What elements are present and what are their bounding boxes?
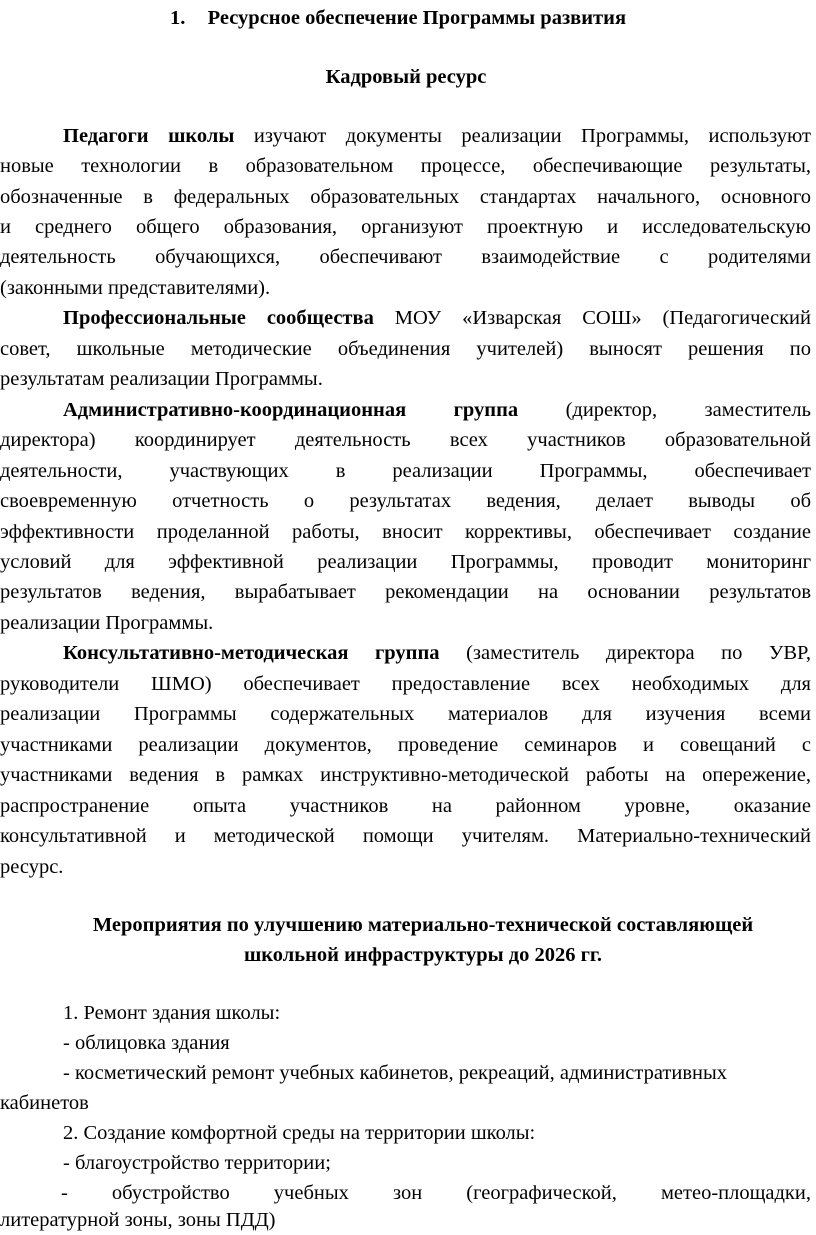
list-item: - благоустройство территории;	[63, 1152, 331, 1174]
list-item: - косметический ремонт учебных кабинетов, рекреаций, административных	[63, 1062, 728, 1084]
list-item: литературной зоны, зоны ПДД)	[0, 1209, 276, 1231]
list-item: кабинетов	[0, 1092, 89, 1114]
paragraph-1-line: деятельность обучающихся, обеспечивают взаимодействие с родителями	[0, 246, 811, 268]
paragraph-4-line: участниками ведения в рамках инструктивно-методической работы на опережение,	[0, 764, 811, 786]
paragraph-1-line: (законными представителями).	[0, 277, 271, 299]
paragraph-1-line: обозначенные в федеральных образовательных стандартах начального, основного	[0, 186, 811, 208]
paragraph-3-line: эффективности проделанной работы, вносит коррективы, обеспечивает создание	[0, 521, 811, 543]
list-item: - обустройство учебных зон (географической, метео-площадки,	[61, 1182, 811, 1204]
paragraph-4-line: ресурс.	[0, 856, 64, 878]
paragraph-3-line: своевременную отчетность о результатах ведения, делает выводы об	[0, 490, 811, 512]
paragraph-4-line: распространение опыта участников на районном уровне, оказание	[0, 795, 811, 817]
paragraph-2-line: результатам реализации Программы.	[0, 368, 323, 390]
list-item: 2. Создание комфортной среды на территории школы:	[63, 1122, 536, 1144]
paragraph-3-line: результатов ведения, вырабатывает рекомендации на основании результатов	[0, 581, 811, 603]
section-title-text: Ресурсное обеспечение Программы развития	[207, 7, 627, 29]
paragraph-1-line: новые технологии в образовательном процессе, обеспечивающие результаты,	[0, 155, 811, 177]
paragraph-4-line: Консультативно-методическая группа (заместитель директора по УВР,	[63, 642, 811, 664]
measures-heading-line: школьной инфраструктуры до 2026 гг.	[243, 944, 603, 966]
paragraph-4-line: реализации Программы содержательных материалов для изучения всеми	[0, 703, 811, 725]
paragraph-3-line: деятельности, участвующих в реализации Программы, обеспечивает	[0, 460, 811, 482]
paragraph-1-bold: Педагоги школы	[63, 125, 235, 147]
paragraph-1-line: Педагоги школы изучают документы реализации Программы, используют	[63, 125, 811, 147]
section-title	[170, 3, 770, 33]
paragraph-4-line: участниками реализации документов, проведение семинаров и совещаний с	[0, 734, 811, 756]
paragraph-2-line: Профессиональные сообщества МОУ «Изварская СОШ» (Педагогический	[63, 307, 811, 329]
paragraph-2-line: совет, школьные методические объединения учителей) выносят решения по	[0, 338, 811, 360]
paragraph-4-line: руководители ШМО) обеспечивает предоставление всех необходимых для	[0, 673, 811, 695]
paragraph-1-line: и среднего общего образования, организуют проектную и исследовательскую	[0, 216, 811, 238]
paragraph-4-bold: Консультативно-методическая группа	[63, 642, 440, 664]
paragraph-2-bold: Профессиональные сообщества	[63, 307, 374, 329]
paragraph-3-line: реализации Программы.	[0, 612, 214, 634]
paragraph-3-bold: Административно-координационная группа	[63, 399, 519, 421]
section-number: 1.	[170, 7, 186, 29]
measures-heading-line: Мероприятия по улучшению материально-технической составляющей	[92, 914, 754, 936]
paragraph-3-line: условий для эффективной реализации Программы, проводит мониторинг	[0, 551, 811, 573]
list-item: - облицовка здания	[63, 1032, 230, 1054]
list-item: 1. Ремонт здания школы:	[63, 1002, 281, 1024]
paragraph-3-line: Административно-координационная группа (директор, заместитель	[63, 399, 811, 421]
paragraph-4-line: консультативной и методической помощи учителям. Материально-технический	[0, 825, 811, 847]
subtitle: Кадровый ресурс	[325, 66, 487, 88]
paragraph-3-line: директора) координирует деятельность всех участников образовательной	[0, 429, 811, 451]
